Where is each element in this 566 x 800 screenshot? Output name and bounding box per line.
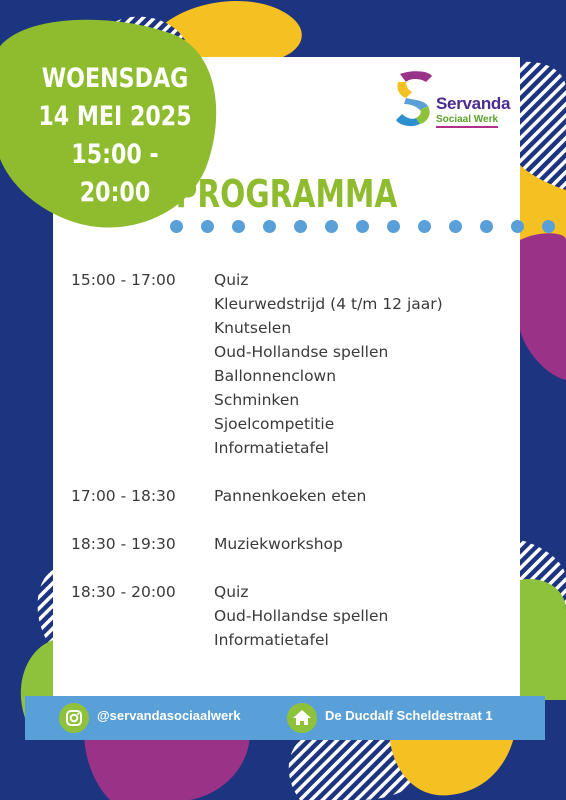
slot-activities <box>214 580 511 652</box>
footer-bar <box>25 696 545 740</box>
logo-subtitle: Sociaal Werk <box>436 114 499 125</box>
slot-time: 17:00 - 18:30 <box>71 487 176 505</box>
activity-item: Knutselen <box>214 319 292 337</box>
social-handle[interactable]: @servandasociaalwerk <box>97 708 241 723</box>
servanda-logo <box>392 70 512 130</box>
logo-underline <box>436 126 498 128</box>
activity-item: Muziekworkshop <box>214 535 343 553</box>
slot-activities <box>214 532 511 556</box>
activity-item: Oud-Hollandse spellen <box>214 343 389 361</box>
slot-activities <box>214 268 511 460</box>
activity-item: Quiz <box>214 583 249 601</box>
activity-item: Kleurwedstrijd (4 t/m 12 jaar) <box>214 295 443 313</box>
activity-item: Informatietafel <box>214 631 329 649</box>
activity-item: Schminken <box>214 391 300 409</box>
instagram-icon[interactable] <box>59 703 89 733</box>
event-day: WOENSDAG <box>41 63 189 94</box>
dotted-divider <box>170 220 566 234</box>
page-title: PROGRAMMA <box>175 172 398 216</box>
slot-time: 15:00 - 17:00 <box>71 271 176 289</box>
event-date: 14 MEI 2025 <box>38 101 192 132</box>
schedule-slot <box>71 268 511 460</box>
home-icon <box>287 703 317 733</box>
activity-item: Ballonnenclown <box>214 367 337 385</box>
slot-time: 18:30 - 20:00 <box>71 583 176 601</box>
activity-item: Pannenkoeken eten <box>214 487 367 505</box>
event-address: De Ducdalf Scheldestraat 1 <box>325 708 493 723</box>
schedule-slot <box>71 580 511 652</box>
event-time: 15:00 - 20:00 <box>71 139 159 208</box>
activity-item: Oud-Hollandse spellen <box>214 607 389 625</box>
slot-activities <box>214 484 511 508</box>
servanda-logo-mark <box>392 70 440 130</box>
schedule-slot <box>71 484 511 508</box>
activity-item: Quiz <box>214 271 249 289</box>
activity-item: Sjoelcompetitie <box>214 415 335 433</box>
slot-time: 18:30 - 19:30 <box>71 535 176 553</box>
schedule-slot <box>71 532 511 556</box>
logo-name: Servanda <box>436 94 511 113</box>
activity-item: Informatietafel <box>214 439 329 457</box>
schedule-list <box>71 268 511 676</box>
